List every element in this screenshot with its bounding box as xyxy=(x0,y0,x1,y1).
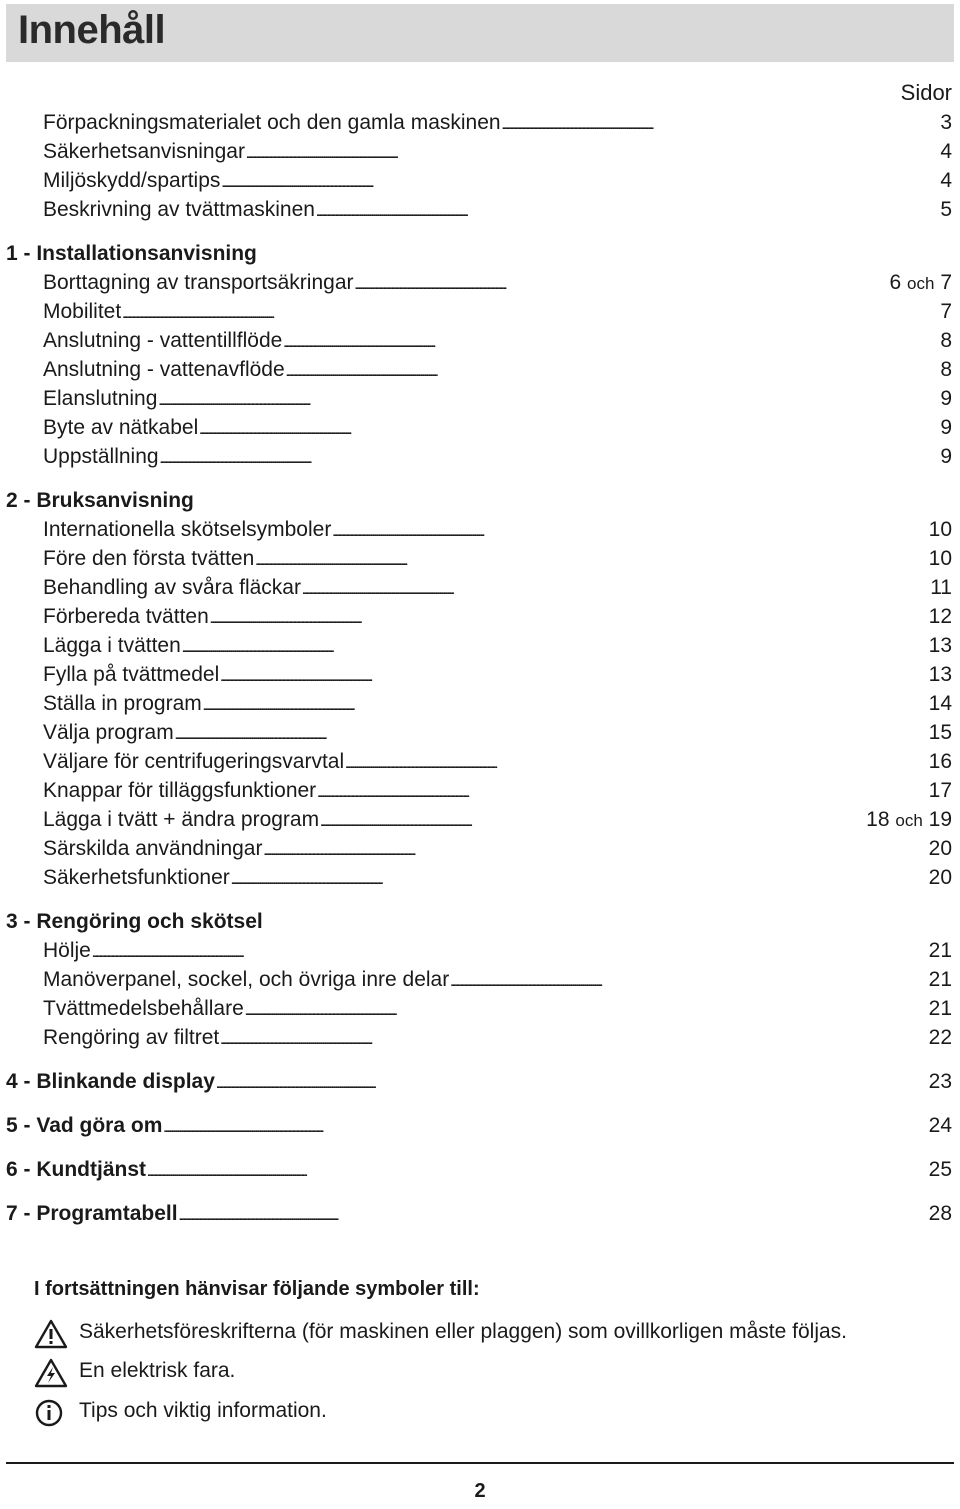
toc-entry-label: Välja program . . . xyxy=(43,718,851,747)
toc-entry[interactable] xyxy=(0,602,960,631)
toc-entry-page: 21 xyxy=(928,939,952,962)
toc-entry[interactable] xyxy=(0,137,960,166)
chapter-label: 5 - Vad göra om xyxy=(6,1114,163,1137)
toc-entry-page: 13 xyxy=(928,663,952,686)
legend-title: I fortsättningen hänvisar följande symboler till: xyxy=(34,1278,480,1300)
toc-entry-page: 21 xyxy=(928,968,952,991)
toc-entry-page: 16 xyxy=(928,750,952,773)
toc-entry[interactable] xyxy=(0,660,960,689)
toc-entry-label: Rengöring av filtret . . . xyxy=(43,1023,851,1052)
toc-entry-page: 6 och 7 xyxy=(889,271,952,294)
toc-entry[interactable] xyxy=(0,863,960,892)
toc-entry-label: Ställa in program . . . xyxy=(43,689,851,718)
toc-entry[interactable] xyxy=(0,166,960,195)
toc-entry-page: 3 xyxy=(940,111,952,134)
chapter-page: 28 xyxy=(928,1202,952,1225)
toc-entry[interactable] xyxy=(0,355,960,384)
legend-text: Säkerhetsföreskrifterna (för maskinen eller plaggen) som ovillkorligen måste följas. xyxy=(79,1320,847,1343)
toc-entry-page: 7 xyxy=(940,300,952,323)
toc-entry-label: Mobilitet . . . xyxy=(43,297,851,326)
toc-entry[interactable] xyxy=(0,994,960,1023)
toc-entry-page: 8 xyxy=(940,329,952,352)
toc-entry-label: Miljöskydd/spartips . . . xyxy=(43,166,851,195)
toc-entry-label: Hölje . . . xyxy=(43,936,851,965)
toc-entry-page: 17 xyxy=(928,779,952,802)
toc-entry-label: Säkerhetsanvisningar . . . xyxy=(43,137,851,166)
toc-entry-label: Beskrivning av tvättmaskinen . . . xyxy=(43,195,851,224)
toc-entry-label: Säkerhetsfunktioner . . . xyxy=(43,863,851,892)
toc-entry[interactable] xyxy=(0,631,960,660)
toc-entry-page: 10 xyxy=(928,518,952,541)
toc-entry[interactable] xyxy=(0,442,960,471)
toc-entry[interactable] xyxy=(0,747,960,776)
toc-entry-label: Internationella skötselsymboler . . . xyxy=(43,515,851,544)
toc-entry-page: 10 xyxy=(928,547,952,570)
toc-entry[interactable] xyxy=(0,965,960,994)
toc-entry-label: Särskilda användningar . . . xyxy=(43,834,851,863)
section-heading[interactable]: 2 - Bruksanvisning xyxy=(6,489,194,512)
toc-entry[interactable] xyxy=(0,108,960,137)
toc-entry[interactable] xyxy=(0,384,960,413)
page-title: Innehåll xyxy=(18,8,166,52)
chapter-label: 7 - Programtabell xyxy=(6,1202,178,1225)
chapter-entry[interactable] xyxy=(0,1155,960,1184)
toc-entry-label: Knappar för tilläggsfunktioner . . . xyxy=(43,776,851,805)
toc-entry-label: Anslutning - vattenavflöde . . . xyxy=(43,355,851,384)
toc-entry[interactable] xyxy=(0,1023,960,1052)
chapter-entry[interactable] xyxy=(0,1111,960,1140)
toc-entry-page: 8 xyxy=(940,358,952,381)
section-heading[interactable]: 3 - Rengöring och skötsel xyxy=(6,910,263,933)
toc-entry-page: 9 xyxy=(940,416,952,439)
toc-entry-page: 21 xyxy=(928,997,952,1020)
toc-entry-label: Lägga i tvätt + ändra program . . . xyxy=(43,805,851,834)
footer-divider xyxy=(6,1462,954,1464)
pages-column-header: Sidor xyxy=(900,80,952,105)
toc-entry-page: 9 xyxy=(940,387,952,410)
toc-entry[interactable] xyxy=(0,805,960,834)
page-number: 2 xyxy=(474,1480,486,1502)
toc-entry-page: 9 xyxy=(940,445,952,468)
toc-entry-page: 20 xyxy=(928,837,952,860)
toc-entry-page: 4 xyxy=(940,169,952,192)
toc-entry[interactable] xyxy=(0,326,960,355)
toc-entry-page: 22 xyxy=(928,1026,952,1049)
legend-text: En elektrisk fara. xyxy=(79,1359,236,1382)
toc-entry-page: 11 xyxy=(930,576,952,599)
chapter-page: 25 xyxy=(928,1158,952,1181)
legend-item xyxy=(34,1357,960,1389)
toc-entry-page: 14 xyxy=(928,692,952,715)
toc-entry-label: Fylla på tvättmedel . . . xyxy=(43,660,851,689)
toc-entry[interactable] xyxy=(0,268,960,297)
toc-entry[interactable] xyxy=(0,544,960,573)
toc-entry[interactable] xyxy=(0,413,960,442)
toc-entry[interactable] xyxy=(0,776,960,805)
chapter-label: 6 - Kundtjänst xyxy=(6,1158,146,1181)
section-heading[interactable]: 1 - Installationsanvisning xyxy=(6,242,257,265)
toc-entry-page: 5 xyxy=(940,198,952,221)
toc-entry-label: Uppställning . . . xyxy=(43,442,851,471)
toc-entry-page: 13 xyxy=(928,634,952,657)
chapter-page: 24 xyxy=(928,1114,952,1137)
toc-entry-label: Byte av nätkabel . . . xyxy=(43,413,851,442)
title-bar xyxy=(6,4,954,62)
toc-entry-label: Förbereda tvätten . . . xyxy=(43,602,851,631)
toc-entry-label: Tvättmedelsbehållare . . . xyxy=(43,994,851,1023)
toc-entry[interactable] xyxy=(0,195,960,224)
toc-entry-label: Manöverpanel, sockel, och övriga inre delar . . . xyxy=(43,965,851,994)
info-icon xyxy=(34,1397,68,1429)
toc-entry-page: 4 xyxy=(940,140,952,163)
toc-entry-label: Före den första tvätten . . . xyxy=(43,544,851,573)
legend-item xyxy=(34,1397,960,1429)
chapter-label: 4 - Blinkande display xyxy=(6,1070,215,1093)
legend-text: Tips och viktig information. xyxy=(79,1399,327,1422)
chapter-entry[interactable] xyxy=(0,1067,960,1096)
toc-entry[interactable] xyxy=(0,297,960,326)
toc-entry-page: 20 xyxy=(928,866,952,889)
toc-entry-label: Anslutning - vattentillflöde . . . xyxy=(43,326,851,355)
toc-entry-label: Borttagning av transportsäkringar . . . xyxy=(43,268,851,297)
toc-entry[interactable] xyxy=(0,936,960,965)
warning-triangle-icon xyxy=(34,1318,68,1350)
toc-entry[interactable] xyxy=(0,718,960,747)
chapter-entry[interactable] xyxy=(0,1199,960,1228)
electric-hazard-icon xyxy=(34,1357,68,1389)
toc-entry-label: Elanslutning . . . xyxy=(43,384,851,413)
toc-entry-label: Behandling av svåra fläckar . . . xyxy=(43,573,851,602)
toc-entry-label: Väljare för centrifugeringsvarvtal . . . xyxy=(43,747,851,776)
toc-entry[interactable] xyxy=(0,689,960,718)
toc-entry[interactable] xyxy=(0,834,960,863)
chapter-page: 23 xyxy=(928,1070,952,1093)
legend-item xyxy=(34,1318,960,1350)
toc-entry[interactable] xyxy=(0,515,960,544)
toc-entry-label: Lägga i tvätten . . . xyxy=(43,631,851,660)
toc-entry-page: 15 xyxy=(928,721,952,744)
toc-entry[interactable] xyxy=(0,573,960,602)
toc-entry-label: Förpackningsmaterialet och den gamla maskinen . . . xyxy=(43,108,851,137)
toc-entry-page: 12 xyxy=(928,605,952,628)
toc-entry-page: 18 och 19 xyxy=(866,808,952,831)
table-of-contents xyxy=(0,108,960,1228)
